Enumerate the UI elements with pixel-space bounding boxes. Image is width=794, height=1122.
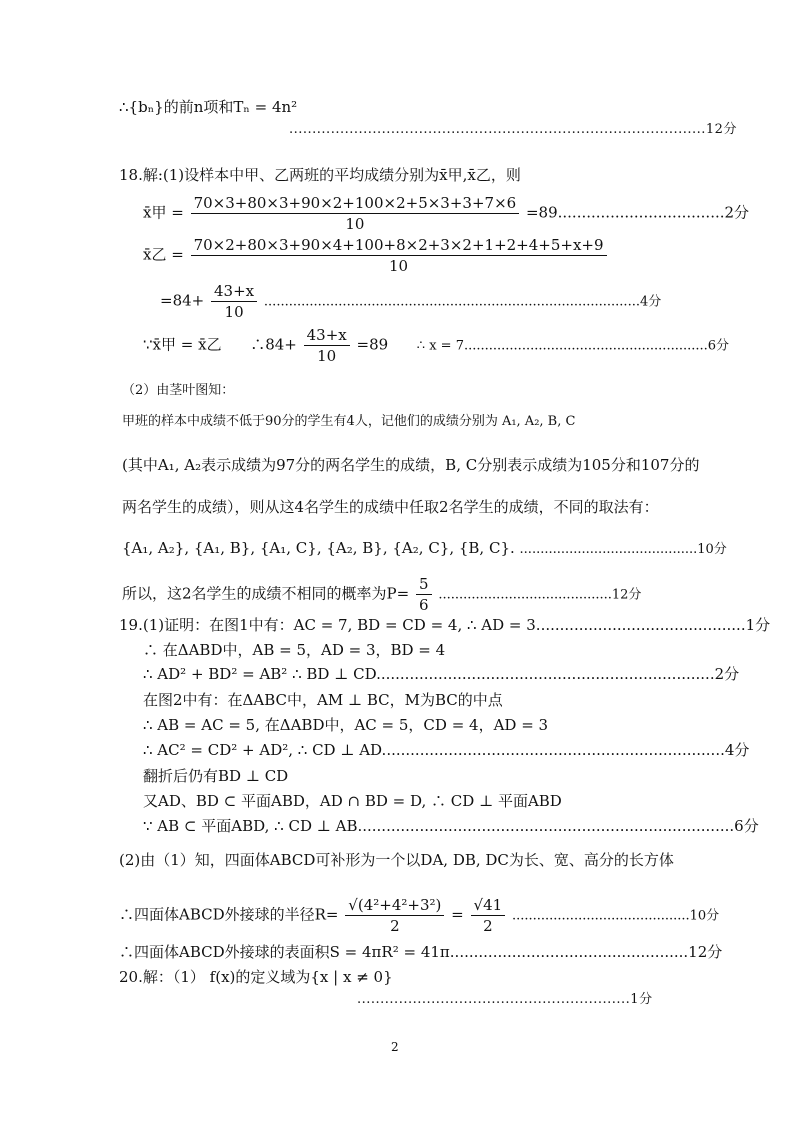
q19-part2-line1: (2)由（1）知，四面体ABCD可补形为一个以DA, DB, DC为长、宽、高分的长方体 (119, 851, 674, 869)
probability-numerator: 5 (416, 575, 432, 595)
eq-mean-jia-lhs: x̄甲 = (143, 203, 184, 222)
eq-mean-jia-rhs: =89...................................2分 (525, 203, 750, 222)
score-1-line: ...........................................................1分 (357, 992, 653, 1007)
score-4-line: ...........................................................................................4分 (263, 294, 662, 310)
eq-mean-yi-simplified (160, 282, 661, 321)
q19-line4: 在图2中有：在ΔABC中，AM ⊥ BC，M为BC的中点 (143, 691, 503, 709)
eq-mean-yi-fraction (191, 236, 607, 275)
q19-surface-area: ∴四面体ABCD外接球的表面积S = 4πR² = 41π..................................................12分 (119, 943, 723, 961)
q19-line6: ∴ AC² = CD² + AD², ∴ CD ⊥ AD........................................................................4分 (143, 741, 750, 759)
score-12-line1: ..........................................................................................12分 (289, 122, 737, 137)
radius-fraction-2 (471, 896, 506, 935)
eq-mean-yi-denominator: 10 (389, 257, 409, 275)
eq-solve-denominator: 10 (317, 347, 337, 365)
q19-line3: ∴ AD² + BD² = AB² ∴ BD ⊥ CD.......................................................................2分 (143, 665, 740, 683)
q20-heading: 20.解：（1） f(x)的定义域为{x | x ≠ 0} (119, 968, 393, 986)
part2-text1: 甲班的样本中成绩不低于90分的学生有4人，记他们的成绩分别为 A₁, A₂, B, C (122, 414, 576, 429)
score-10-line1: ...........................................10分 (519, 542, 727, 557)
eq-therefore-84: ∴84+ (250, 335, 297, 354)
probability-denominator: 6 (419, 596, 429, 614)
radius-fraction-2-numerator: √41 (471, 896, 506, 916)
eq-mean-jia (143, 194, 749, 233)
score-10-line2: ...........................................10分 (511, 908, 720, 924)
q19-line5: ∴ AB = AC = 5, 在ΔABD中，AC = 5，CD = 4，AD = 3 (143, 716, 549, 734)
eq-equal-means: ∵x̄甲 = x̄乙 (143, 335, 222, 354)
eq-solve-fraction (304, 326, 350, 365)
combination-list: {A₁, A₂}, {A₁, B}, {A₁, C}, {A₂, B}, {A₂, C}, {B, C}. (122, 539, 515, 557)
eq-43x-fraction (211, 282, 257, 321)
q19-line8: 又AD、BD ⊂ 平面ABD，AD ∩ BD = D, ∴ CD ⊥ 平面ABD (143, 792, 562, 810)
part2-intro: （2）由茎叶图知： (122, 383, 235, 398)
part2-text2: (其中A₁, A₂表示成绩为97分的两名学生的成绩，B, C分别表示成绩为105分和107分的 (122, 456, 700, 474)
probability-fraction (416, 575, 432, 614)
radius-fraction-2-denominator: 2 (483, 917, 493, 935)
q19-line9: ∵ AB ⊂ 平面ABD, ∴ CD ⊥ AB...............................................................................6分 (143, 817, 759, 835)
eq-mean-yi-numerator: 70×2+80×3+90×4+100+8×2+3×2+1+2+4+5+x+9 (191, 236, 607, 256)
eq-equals-89: =89 (356, 335, 389, 354)
eq-mean-jia-denominator: 10 (345, 215, 365, 233)
eq-mean-yi-lhs: x̄乙 = (143, 245, 184, 264)
q19-radius (119, 896, 719, 935)
radius-fraction-1 (345, 896, 444, 935)
q19-line1: 19.(1)证明：在图1中有：AC = 7, BD = CD = 4, ∴ AD = 3............................................1分 (119, 616, 771, 634)
eq-mean-yi (143, 236, 609, 275)
eq-solve-numerator: 43+x (304, 326, 350, 346)
page-number: 2 (391, 1040, 399, 1054)
probability-text: 所以，这2名学生的成绩不相同的概率为P= (122, 584, 410, 603)
eq-43x-denominator: 10 (224, 303, 244, 321)
part2-combinations (122, 538, 727, 560)
radius-equals: = (451, 905, 464, 924)
part2-text3: 两名学生的成绩），则从这4名学生的成绩中任取2名学生的成绩，不同的取法有： (122, 498, 659, 516)
score-12-line2: ..........................................12分 (438, 587, 642, 603)
eq-84-plus: =84+ (160, 291, 205, 310)
line-bn-sum: ∴{bₙ}的前n项和Tₙ = 4n² (119, 98, 298, 116)
radius-fraction-1-denominator: 2 (390, 917, 400, 935)
radius-fraction-1-numerator: √(4²+4²+3²) (345, 896, 444, 916)
q19-line7: 翻折后仍有BD ⊥ CD (143, 767, 289, 785)
eq-43x-numerator: 43+x (211, 282, 257, 302)
eq-x-equals-7: ∴ x = 7...........................................................6分 (416, 338, 730, 354)
q18-heading: 18.解:(1)设样本中甲、乙两班的平均成绩分别为x̄甲,x̄乙，则 (119, 166, 521, 184)
eq-solve-x (143, 326, 729, 365)
part2-probability (122, 575, 641, 614)
radius-text: ∴四面体ABCD外接球的半径R= (119, 905, 339, 924)
q19-line2: ∴ 在ΔABD中，AB = 5，AD = 3，BD = 4 (143, 641, 446, 659)
eq-mean-jia-numerator: 70×3+80×3+90×2+100×2+5×3+3+7×6 (191, 194, 520, 214)
eq-mean-jia-fraction (191, 194, 520, 233)
